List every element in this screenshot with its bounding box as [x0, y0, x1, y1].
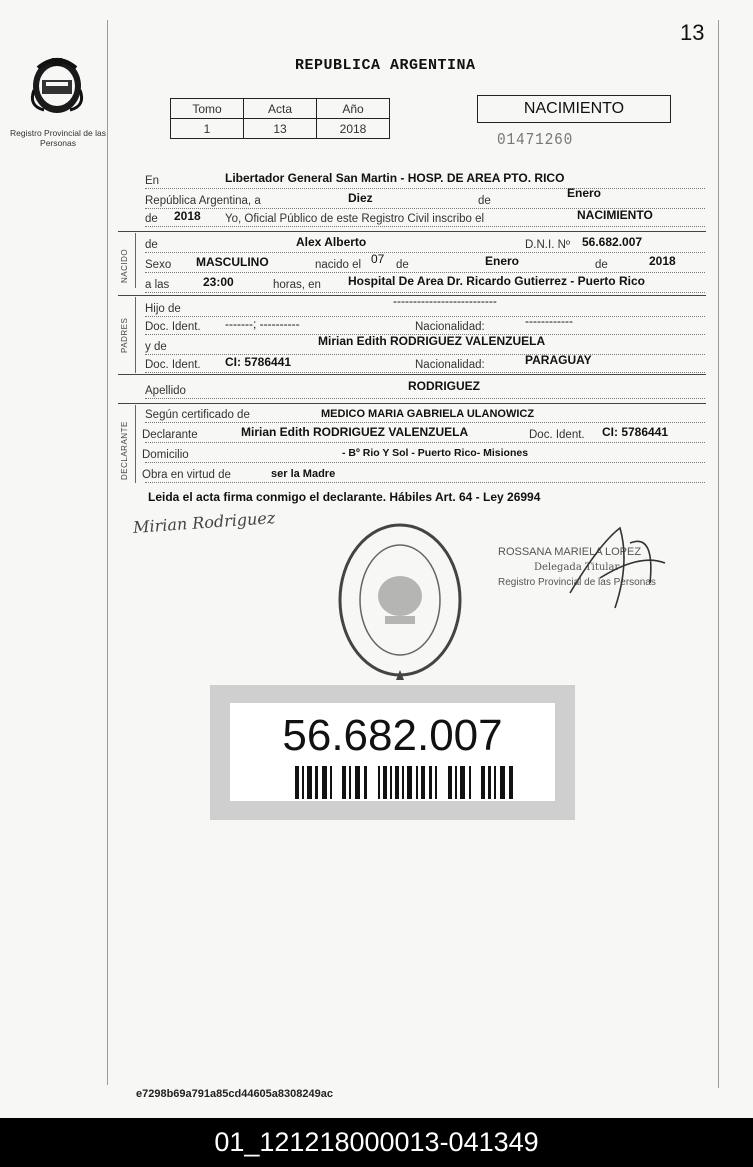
section-divider — [118, 403, 706, 404]
domicilio-line — [142, 446, 705, 463]
nacido-el-label: nacido el — [315, 259, 362, 271]
republica-label: República Argentina, a — [145, 195, 261, 207]
inscription-line — [145, 210, 705, 227]
nacido-name-line — [145, 236, 705, 253]
y-de-label: y de — [145, 341, 167, 353]
birth-year: 2018 — [649, 254, 676, 268]
inscription-type: NACIMIENTO — [577, 208, 653, 222]
declarante-line — [142, 425, 705, 443]
barcode-bars — [295, 766, 515, 799]
sexo-label: Sexo — [145, 259, 172, 271]
official-role: Delegada Titular — [534, 562, 620, 573]
year-de-label: de — [145, 213, 158, 225]
acting-capacity: ser la Madre — [271, 468, 336, 480]
record-table-header-row — [171, 99, 390, 119]
a-las-label: a las — [145, 279, 170, 291]
official-name: ROSSANA MARIELA LOPEZ — [498, 546, 642, 558]
father-line — [145, 294, 705, 317]
declarante-section-label: DECLARANTE — [120, 421, 129, 480]
anio-value: 2018 — [317, 119, 390, 139]
registry-logo-caption: Registro Provincial de las Personas — [10, 128, 106, 148]
father-doc: -------; ---------- — [225, 317, 300, 331]
mother-line — [145, 334, 705, 355]
certificado-line — [145, 406, 705, 423]
nacido-birth-line — [145, 252, 705, 273]
official-signature-scribble — [560, 523, 670, 613]
barcode-label — [230, 703, 555, 801]
declarant-name: Mirian Edith RODRIGUEZ VALENZUELA — [241, 425, 469, 439]
acta-value: 13 — [244, 119, 317, 139]
section-divider — [118, 374, 706, 375]
child-name: Alex Alberto — [296, 235, 367, 249]
registry-emblem-icon — [24, 50, 90, 116]
document-hash: e7298b69a791a85cd44605a8308249ac — [136, 1088, 333, 1100]
official-office: Registro Provincial de las Personas — [498, 577, 656, 588]
doc-ident-label: Doc. Ident. — [529, 429, 585, 441]
de-label: de — [145, 239, 158, 251]
father-nationality: ------------ — [525, 314, 573, 328]
nacido-time-line — [145, 276, 705, 293]
dni-label: D.N.I. Nº — [525, 239, 571, 251]
obra-label: Obra en virtud de — [142, 469, 231, 481]
padres-section-rule — [135, 297, 136, 373]
record-table-value-row — [171, 119, 390, 139]
hijo-de-label: Hijo de — [145, 303, 181, 315]
declarant-address: - Bº Rio Y Sol - Puerto Rico- Misiones — [342, 447, 529, 459]
barcode-sticker — [210, 685, 575, 820]
footer-id: 01_121218000013-041349 — [214, 1127, 539, 1157]
page-right-border — [718, 20, 719, 1088]
apellido-label: Apellido — [145, 385, 186, 397]
declarant-signature: Mirian Rodriguez — [132, 508, 276, 537]
record-table — [170, 98, 390, 139]
nacido-section-rule — [135, 233, 136, 288]
nacionalidad-label: Nacionalidad: — [415, 321, 485, 333]
de-label: de — [478, 195, 491, 207]
certificate-issuer: MEDICO MARIA GABRIELA ULANOWICZ — [321, 408, 535, 420]
father-doc-line — [145, 314, 705, 335]
declarant-doc: CI: 5786441 — [602, 425, 669, 439]
obra-line — [142, 466, 705, 483]
record-table-header: Año — [317, 99, 390, 119]
page-left-border — [107, 20, 108, 1085]
de-label: de — [595, 259, 608, 271]
en-label: En — [145, 175, 160, 187]
nacionalidad-label: Nacionalidad: — [415, 359, 485, 371]
document-title: REPUBLICA ARGENTINA — [295, 57, 476, 74]
date-line — [145, 186, 705, 209]
officer-text: Yo, Oficial Público de este Registro Civil inscribo el — [225, 213, 485, 225]
record-table-header: Acta — [244, 99, 317, 119]
serial-number: 01471260 — [497, 131, 574, 150]
child-sex: MASCULINO — [196, 255, 269, 269]
registration-month: Enero — [567, 186, 602, 200]
official-seal-icon — [335, 520, 465, 685]
declarante-label: Declarante — [142, 429, 198, 441]
mother-doc: CI: 5786441 — [225, 355, 292, 369]
birth-time: 23:00 — [203, 275, 234, 289]
birth-month: Enero — [485, 254, 520, 268]
nacido-section-label: NACIDO — [120, 248, 129, 283]
record-table-header: Tomo — [171, 99, 244, 119]
closing-statement: Leida el acta firma conmigo el declarante. Hábiles Art. 64 - Ley 26994 — [148, 490, 541, 504]
doc-ident-label: Doc. Ident. — [145, 321, 201, 333]
mother-name: Mirian Edith RODRIGUEZ VALENZUELA — [318, 334, 546, 348]
apellido-line — [145, 379, 705, 399]
father-name: -------------------------- — [393, 294, 497, 308]
record-type-box: NACIMIENTO — [477, 95, 671, 123]
birth-place: Hospital De Area Dr. Ricardo Gutierrez - Puerto Rico — [348, 274, 645, 288]
mother-doc-line — [145, 353, 705, 373]
de-label: de — [396, 259, 409, 271]
page-number: 13 — [680, 20, 705, 45]
padres-section-label: PADRES — [120, 317, 129, 353]
mother-nationality: PARAGUAY — [525, 353, 592, 367]
registration-place: Libertador General San Martin - HOSP. DE AREA PTO. RICO — [225, 171, 565, 185]
surname: RODRIGUEZ — [408, 379, 480, 393]
section-divider — [118, 231, 706, 232]
birth-day: 07 — [371, 252, 385, 266]
place-line — [145, 172, 705, 189]
barcode-number: 56.682.007 — [282, 711, 503, 760]
declarante-section-rule — [135, 405, 136, 483]
horas-en-label: horas, en — [273, 279, 321, 291]
domicilio-label: Domicilio — [142, 449, 189, 461]
footer-id-bar — [0, 1118, 753, 1167]
registration-year: 2018 — [174, 209, 201, 223]
tomo-value: 1 — [171, 119, 244, 139]
registration-day: Diez — [348, 191, 373, 205]
child-dni: 56.682.007 — [582, 235, 643, 249]
certificado-label: Según certificado de — [145, 409, 250, 421]
doc-ident-label: Doc. Ident. — [145, 359, 201, 371]
